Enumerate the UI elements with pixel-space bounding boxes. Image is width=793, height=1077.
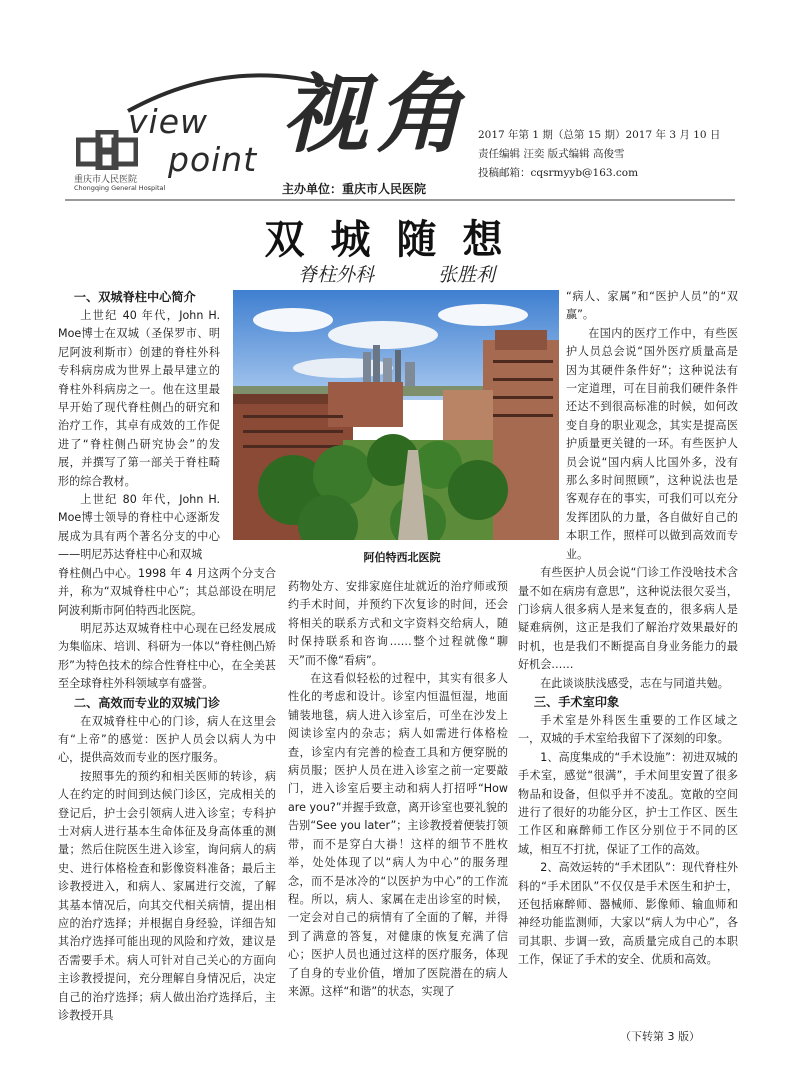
author-department: 脊柱外科 [298,264,375,286]
masthead [0,0,793,205]
paragraph: 2、高效运转的“手术团队”：现代脊柱外科的“手术团队”不仅仅是手术医生和护士，还包括麻醉师、器械师、影像师、输血师和神经功能监测师，大家以“病人为中心”，各司其职、步调一致，高质量完成自己的本职工作，保证了手术的安全、优质和高效。 [518,861,738,967]
hospital-photo [233,290,559,540]
paragraph: 在国内的医疗工作中，有些医护人员总会说“国外医疗质量高是因为其硬件条件好”；这种说法有一定道理，可在目前我们硬件条件还达不到很高标准的时候，如何改变自身的职业观念，其实是提高医护质量更关键的一环。有些医护人员会说“国内病人比国外多，没有那么多时间照顾”，这种说法也是客观存在的事实，可我们可以充分发挥团队的力量，各自做好自己的本职工作，照样可以做到高效而专业。 [566,326,738,561]
paragraph: 按照事先的预约和相关医师的转诊，病人在约定的时间到达候门诊区，完成相关的登记后，护士会引领病人进入诊室；专科护士对病人进行基本生命体征及身高体重的测量；然后住院医生进入诊室，询问病人的病史、进行体格检查和影像资料准备；最后主诊教授进入，和病人、家属进行交流，了解其基本情况后，向其交代相关病情，提出相应的治疗选择；并根据自身经验，详细告知其治疗选择可能出现的风险和疗效，建议是否需要手术。病人可针对自己关心的方面向主诊教授提问，充分理解自身情况后，决定自己的治疗选择；病人做出治疗选择后，主诊教授开具 [58,769,276,1023]
hospital-aerial-image [233,290,559,540]
paragraph: 上世纪 80 年代，John H. Moe博士领导的脊柱中心逐渐发展成为具有两个著名分支的中心——明尼苏达脊柱中心和双城 [58,493,220,562]
hospital-name-en: Chongqing General Hospital [74,184,166,192]
newspaper-title: 视角 [282,65,470,165]
paragraph: 在双城脊柱中心的门诊，病人在这里会有“上帝”的感觉：医护人员会以病人为中心，提供高效而专业的医疗服务。 [58,714,276,765]
article-column-3 [518,288,738,970]
continued-note: （下转第 3 版） [620,1030,700,1043]
paragraph: “病人、家属”和“医护人员”的“双赢”。 [566,290,738,322]
paragraph: 有些医护人员会说“门诊工作没啥技术含量不如在病房有意思”，这种说法很欠妥当，门诊病人很多病人是来复查的，很多病人是疑难病例，这正是我们了解治疗效果最好的时机，也是我们不断提高自身业务能力的最好机会…… [518,566,738,672]
paragraph: 脊柱侧凸中心。1998 年 4 月这两个分支合并，称为“双城脊柱中心”；其总部设在明尼阿波利斯市阿伯特西北医院。 [58,566,276,617]
article-column-2 [288,578,508,1001]
author-name: 张胜利 [438,264,496,286]
email-line: 投稿邮箱：cqsrmyyb@163.com [478,167,639,179]
paragraph: 手术室是外科医生重要的工作区域之一，双城的手术室给我留下了深刻的印象。 [518,713,738,746]
masthead-divider [65,199,735,201]
issue-line: 2017 年第 1 期（总第 15 期）2017 年 3 月 10 日 [478,129,721,141]
logo-point-text: point [168,140,258,179]
host-unit: 主办单位：重庆市人民医院 [282,182,427,196]
paragraph: 明尼苏达双城脊柱中心现在已经发展成为集临床、培训、科研为一体以“脊柱侧凸矫形”为特色技术的综合性脊柱中心，在全美甚至全球脊柱外科领域享有盛誉。 [58,621,276,691]
paragraph: 在这看似轻松的过程中，其实有很多人性化的考虑和设计。诊室内恒温恒湿，地面铺装地毯，病人进入诊室后，可坐在沙发上阅读诊室内的杂志；病人如需进行体格检查，诊室内有完善的检查工具和方便穿脱的病员服；医护人员在进入诊室之前一定要敲门，进入诊室后要主动和病人打招呼“How are you?”并握手致意，离开诊室也要礼貌的告别“See you later”；主诊教授着便装打领带，而不是穿白大褂！这样的细节不胜枚举，处处体现了以“病人为中心”的服务理念，而不是冰冷的“以医护为中心”的工作流程。所以，病人、家属在走出诊室的时候，一定会对自己的病情有了全面的了解，并得到了满意的答复，对健康的恢复充满了信心；医护人员也通过这样的医疗服务，体现了自身的专业价值，增加了医院潜在的病人来源。这样“和谐”的状态，实现了 [288,672,508,998]
section-heading-3: 三、手术室印象 [533,694,620,709]
editor-line: 责任编辑 汪奕 版式编辑 高俊雪 [478,148,625,160]
section-heading-1: 一、双城脊柱中心简介 [73,290,196,304]
section-heading-2: 二、高效而专业的双城门诊 [73,695,221,710]
photo-caption: 阿伯特西北医院 [363,551,441,564]
hospital-name-cn: 重庆市人民医院 [74,175,138,185]
logo-view-text: view [128,102,208,141]
paragraph: 1、高度集成的“手术设施”：初进双城的手术室，感觉“很满”，手术间里安置了很多物品和设备，但似乎并不凌乱。宽敞的空间进行了很好的功能分区，护士工作区、医生工作区和麻醉师工作区分别位于不同的区域，相互不打扰，保证了工作的高效。 [518,750,738,856]
paragraph: 药物处方、安排家庭住址就近的治疗师或预约手术时间，并预约下次复诊的时间，还会将相关的联系方式和文字资料交给病人，随时保持联系和咨询……整个过程就像“聊天”而不像“看病”。 [288,580,508,667]
article-column-1 [58,288,276,1025]
paragraph: 上世纪 40 年代，John H. Moe博士在双城（圣保罗市、明尼阿波利斯市）创建的脊柱外科专科病房成为世界上最早建立的脊柱外科病房之一。他在这里最早开始了现代脊柱侧凸的研究和治疗工作，其卓有成效的工作促进了“脊柱侧凸研究协会”的发展，并撰写了第一部关于脊柱畸形的综合教材。 [58,309,220,488]
article-title: 双城随想 [264,216,529,263]
paragraph: 在此谈谈肤浅感受，志在与同道共勉。 [540,676,729,690]
